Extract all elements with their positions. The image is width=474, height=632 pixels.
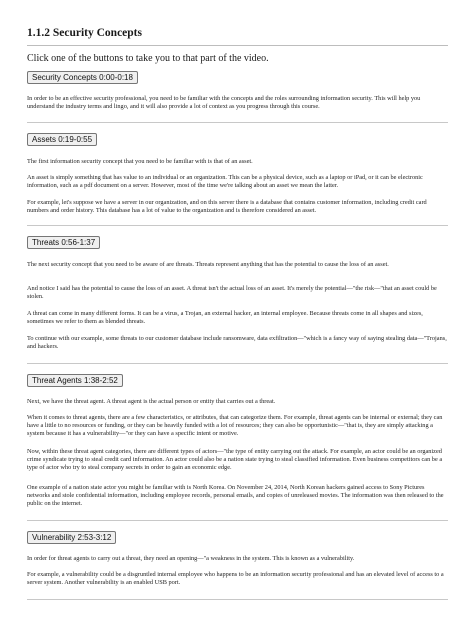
intro-text: Click one of the buttons to take you to that part of the video. bbox=[27, 53, 269, 64]
section-divider bbox=[27, 225, 448, 226]
threats-button[interactable]: Threats 0:56-1:37 bbox=[27, 236, 100, 249]
threat-agents-text-1 bbox=[27, 398, 448, 406]
section-vulnerability bbox=[27, 531, 448, 544]
threat-agents-text-3 bbox=[27, 448, 448, 473]
title-divider bbox=[27, 45, 448, 46]
vulnerability-button[interactable]: Vulnerability 2:53-3:12 bbox=[27, 531, 116, 544]
threat-agents-text-2 bbox=[27, 414, 448, 439]
section-assets bbox=[27, 133, 448, 146]
paragraph: For example, let's suppose we have a server in our organization, and on this server there is a database that contains customer information, including credit card numbers and order history. This database has a lot of value to the organization and is therefore considered an asset. bbox=[27, 199, 427, 215]
threat-agents-text-4 bbox=[27, 484, 448, 509]
page-title: 1.1.2 Security Concepts bbox=[27, 27, 142, 39]
security-concepts-text bbox=[27, 95, 448, 111]
paragraph: In order for threat agents to carry out a threat, they need an opening—"a weakness in the system. This is known as a vulnerability. bbox=[27, 555, 355, 562]
section-divider bbox=[27, 122, 448, 123]
paragraph: In order to be an effective security professional, you need to be familiar with the concepts and the roles surrounding information security. This will help you understand the industry terms and lingo, and it will also provide a lot of context as you progress through this course. bbox=[27, 95, 421, 111]
section-security-concepts bbox=[27, 71, 448, 84]
paragraph: A threat can come in many different forms. It can be a virus, a Trojan, an external hacker, an internal employee. Because threats come in all shapes and sizes, sometimes we refer to them as blended threats. bbox=[27, 310, 423, 326]
paragraph: Now, within these threat agent categories, there are different types of actors—"the type of entity carrying out the attack. For example, an actor could be an organized crime syndicate trying to steal credit card information. An actor could also be a nation state trying to steal classified information. Even business competitors can be a type of actor who try to steal company secrets in order to gain an economic edge. bbox=[27, 448, 443, 472]
section-threat-agents bbox=[27, 374, 448, 387]
paragraph: To continue with our example, some threats to our customer database include ransomware, data exfiltration—"which is a fancy way of saying stealing data—"Trojans, and hackers. bbox=[27, 335, 447, 351]
paragraph: An asset is simply something that has value to an individual or an organization. This can be a physical device, such as a laptop or iPad, or it can be electronic information, such as a pdf document on a server. However, most of the time we're talking about an asset we mean the latter. bbox=[27, 174, 423, 190]
paragraph: The next security concept that you need to be aware of are threats. Threats represent anything that has the potential to cause the loss of an asset. bbox=[27, 261, 389, 268]
assets-text-3 bbox=[27, 199, 448, 215]
threat-agents-button[interactable]: Threat Agents 1:38-2:52 bbox=[27, 374, 123, 387]
threats-text-1 bbox=[27, 261, 448, 269]
security-concepts-button[interactable]: Security Concepts 0:00-0:18 bbox=[27, 71, 138, 84]
vulnerability-text-2 bbox=[27, 571, 448, 587]
paragraph: One example of a nation state actor you might be familiar with is North Korea. On November 24, 2014, North Korean hackers gained access to Sony Pictures networks and stole confidential information, including employee records, personal emails, and copies of unreleased movies. The information was then released to the public on the internet. bbox=[27, 484, 444, 508]
assets-button[interactable]: Assets 0:19-0:55 bbox=[27, 133, 97, 146]
paragraph: The first information security concept that you need to be familiar with is that of an asset. bbox=[27, 158, 253, 165]
section-divider bbox=[27, 520, 448, 521]
paragraph: When it comes to threat agents, there are a few characteristics, or attributes, that can categorize them. For example, threat agents can be internal or external; they can have a little to no resources or funding, or they can be heavily funded with a lot of resources; they can also be opportunistic—"that is, they are simply attacking a system because it has a vulnerability—"or they can have a specific intent or motive. bbox=[27, 414, 443, 438]
threats-text-4 bbox=[27, 335, 448, 351]
section-threats bbox=[27, 236, 448, 249]
threats-text-2 bbox=[27, 285, 448, 301]
threats-text-3 bbox=[27, 310, 448, 326]
paragraph: And notice I said has the potential to cause the loss of an asset. A threat isn't the actual loss of an asset. It's merely the potential—"the risk—"that an asset could be stolen. bbox=[27, 285, 437, 301]
section-divider bbox=[27, 363, 448, 364]
assets-text-2 bbox=[27, 174, 448, 190]
assets-text-1 bbox=[27, 158, 448, 166]
vulnerability-text-1 bbox=[27, 555, 448, 563]
paragraph: For example, a vulnerability could be a disgruntled internal employee who happens to be an information security professional and has an elevated level of access to a server system. Another vulnerability is an enabled USB port. bbox=[27, 571, 444, 587]
paragraph: Next, we have the threat agent. A threat agent is the actual person or entity that carries out a threat. bbox=[27, 398, 276, 405]
section-divider bbox=[27, 599, 448, 600]
